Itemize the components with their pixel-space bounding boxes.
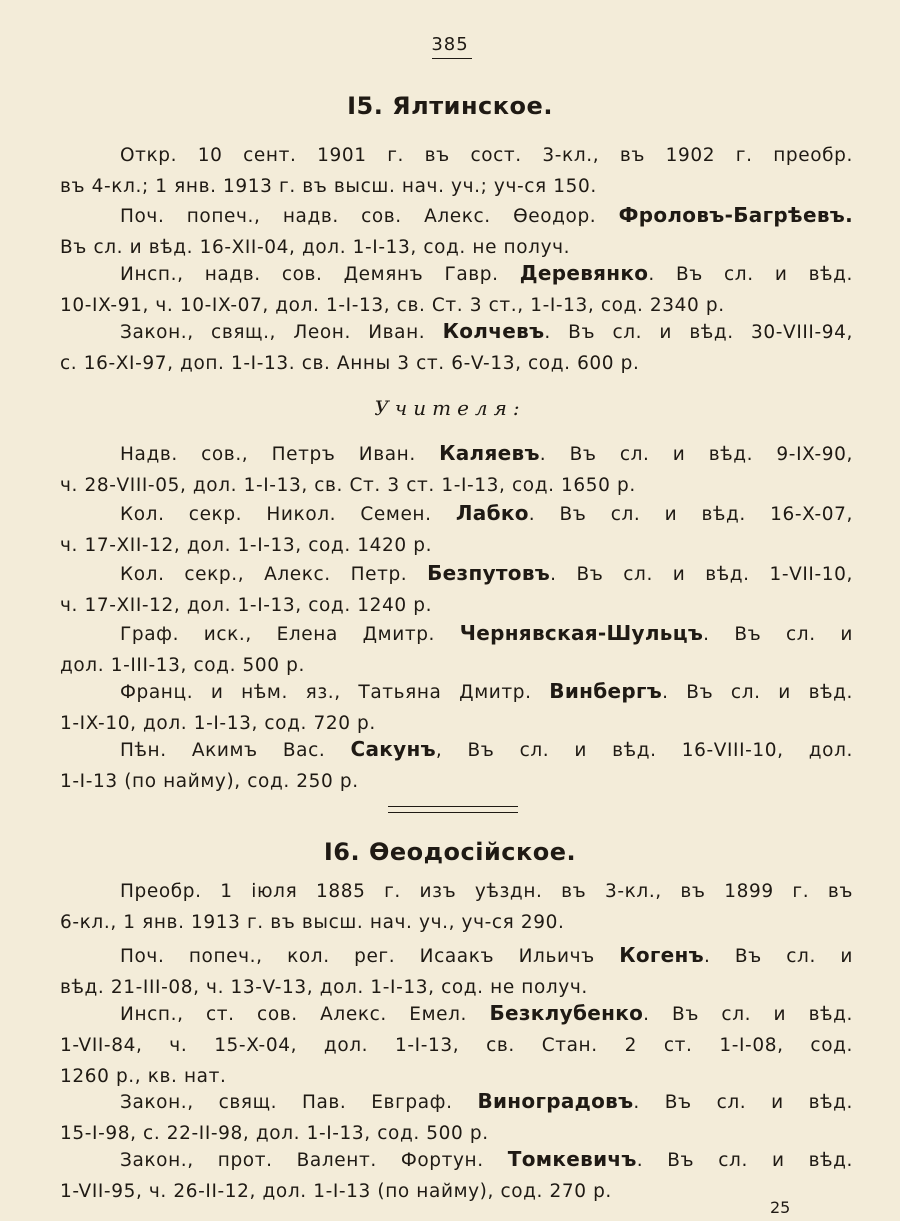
text-line xyxy=(60,530,853,561)
text-line xyxy=(60,348,853,379)
text-line xyxy=(60,876,853,907)
text-fragment: вѣд. 21-III-08, ч. 13-V-13, дол. 1-I-13, сод. не получ. xyxy=(60,977,588,998)
text-fragment: ч. 17-XII-12, дол. 1-I-13, сод. 1420 р. xyxy=(60,535,433,556)
text-line xyxy=(60,438,853,470)
text-fragment: ч. 17-XII-12, дол. 1-I-13, сод. 1240 р. xyxy=(60,595,433,616)
person-surname: Безпутовъ xyxy=(427,561,551,585)
teachers-subheading: Учителя: xyxy=(374,396,526,420)
text-line xyxy=(60,140,853,171)
teacher-entry xyxy=(60,558,853,621)
text-fragment: Граф. иск., Елена Дмитр. xyxy=(120,624,460,645)
text-fragment: 1-VII-84, ч. 15-X-04, дол. 1-I-13, св. Стан. 2 ст. 1-I-08, сод. xyxy=(60,1035,853,1056)
text-line xyxy=(60,590,853,621)
page-number: 385 xyxy=(431,34,469,55)
text-line xyxy=(60,940,853,972)
text-fragment: . Въ сл. и xyxy=(703,624,854,645)
text-line xyxy=(60,676,853,708)
paragraph-opening-16 xyxy=(60,876,853,938)
text-fragment: Надв. сов., Петръ Иван. xyxy=(120,444,440,465)
text-fragment: Закон., свящ. Пав. Евграф. xyxy=(120,1092,478,1113)
text-fragment: Кол. секр. Никол. Семен. xyxy=(120,504,456,525)
text-line xyxy=(60,470,853,501)
text-line xyxy=(60,618,853,650)
paragraph-trustee-16 xyxy=(60,940,853,1003)
person-surname: Сакунъ xyxy=(350,737,436,761)
text-fragment: Закон., прот. Валент. Фортун. xyxy=(120,1150,508,1171)
paragraph-lawteacher-15 xyxy=(60,316,853,379)
text-fragment: . Въ сл. и вѣд. 9-IX-90, xyxy=(539,444,853,465)
text-line xyxy=(60,734,853,766)
text-fragment: Инсп., ст. сов. Алекс. Емел. xyxy=(120,1004,490,1025)
text-fragment: Поч. попеч., кол. рег. Исаакъ Ильичъ xyxy=(120,946,620,967)
person-surname: Каляевъ xyxy=(439,441,540,465)
text-line xyxy=(60,766,853,797)
teacher-entry xyxy=(60,618,853,681)
text-line xyxy=(60,258,853,290)
text-fragment: Закон., свящ., Леон. Иван. xyxy=(120,322,443,343)
text-fragment: Преобр. 1 іюля 1885 г. изъ уѣздн. въ 3-кл., въ 1899 г. въ xyxy=(120,881,853,902)
paragraph-opening-15 xyxy=(60,140,853,202)
text-fragment: дол. 1-III-13, сод. 500 р. xyxy=(60,655,305,676)
text-line xyxy=(60,1144,853,1176)
text-line xyxy=(60,1086,853,1118)
text-fragment: . Въ сл. и вѣд. xyxy=(662,682,853,703)
text-fragment: Пѣн. Акимъ Вас. xyxy=(120,740,351,761)
text-fragment: 1-VII-95, ч. 26-II-12, дол. 1-I-13 (по найму), сод. 270 р. xyxy=(60,1181,612,1202)
text-fragment: с. 16-XI-97, доп. 1-I-13. св. Анны 3 ст. 6-V-13, сод. 600 р. xyxy=(60,353,640,374)
text-fragment: 1260 р., кв. нат. xyxy=(60,1066,227,1087)
paragraph-priest-16 xyxy=(60,1144,853,1207)
text-fragment: . Въ сл. и вѣд. 16-X-07, xyxy=(528,504,854,525)
section-15-title: I5. Ялтинское. xyxy=(347,92,553,120)
text-fragment: 6-кл., 1 янв. 1913 г. въ высш. нач. уч., уч-ся 290. xyxy=(60,912,565,933)
section-divider xyxy=(388,806,518,813)
text-fragment: . Въ сл. и вѣд. xyxy=(633,1092,853,1113)
text-fragment: ч. 28-VIII-05, дол. 1-I-13, св. Ст. 3 ст. 1-I-13, сод. 1650 р. xyxy=(60,475,636,496)
person-surname: Виноградовъ xyxy=(477,1089,634,1113)
paragraph-trustee-15 xyxy=(60,200,853,263)
person-surname: Лабко xyxy=(455,501,529,525)
text-line xyxy=(60,998,853,1030)
person-surname: Винбергъ xyxy=(549,679,663,703)
text-fragment: . Въ сл. и вѣд. 30-VIII-94, xyxy=(544,322,853,343)
text-line xyxy=(60,558,853,590)
person-surname: Когенъ xyxy=(619,943,704,967)
paragraph-inspector-15 xyxy=(60,258,853,321)
teacher-entry xyxy=(60,676,853,739)
text-line xyxy=(60,1176,853,1207)
text-fragment: . Въ сл. и вѣд. xyxy=(643,1004,853,1025)
person-surname: Чернявская-Шульцъ xyxy=(459,621,704,645)
text-fragment: Откр. 10 сент. 1901 г. въ сост. 3-кл., въ 1902 г. преобр. xyxy=(120,145,853,166)
text-fragment: 1-IX-10, дол. 1-I-13, сод. 720 р. xyxy=(60,713,376,734)
person-surname: Безклубенко xyxy=(489,1001,644,1025)
text-fragment: Въ сл. и вѣд. 16-XII-04, дол. 1-I-13, сод. не получ. xyxy=(60,237,571,258)
person-surname: Деревянко xyxy=(519,261,649,285)
text-line xyxy=(60,200,853,232)
text-fragment: Франц. и нѣм. яз., Татьяна Дмитр. xyxy=(120,682,550,703)
paragraph-lawteacher-16 xyxy=(60,1086,853,1149)
person-surname: Томкевичъ xyxy=(507,1147,637,1171)
text-fragment: 1-I-13 (по найму), сод. 250 р. xyxy=(60,771,359,792)
page-number-underline xyxy=(432,58,472,59)
text-fragment: 10-IX-91, ч. 10-IX-07, дол. 1-I-13, св. Ст. 3 ст., 1-I-13, сод. 2340 р. xyxy=(60,295,725,316)
paragraph-inspector-16 xyxy=(60,998,853,1092)
text-fragment: . Въ сл. и xyxy=(703,946,853,967)
text-fragment: Кол. секр., Алекс. Петр. xyxy=(120,564,428,585)
person-surname: Колчевъ xyxy=(442,319,545,343)
text-fragment: въ 4-кл.; 1 янв. 1913 г. въ высш. нач. уч.; уч-ся 150. xyxy=(60,176,597,197)
text-line xyxy=(60,1030,853,1061)
text-fragment: . Въ сл. и вѣд. xyxy=(636,1150,853,1171)
sheet-number: 25 xyxy=(770,1198,791,1217)
teacher-entry xyxy=(60,498,853,561)
text-fragment: Инсп., надв. сов. Демянъ Гавр. xyxy=(120,264,520,285)
text-line xyxy=(60,316,853,348)
text-fragment: . Въ сл. и вѣд. 1-VII-10, xyxy=(550,564,853,585)
text-fragment: . Въ сл. и вѣд. xyxy=(648,264,853,285)
text-line xyxy=(60,498,853,530)
text-fragment: , Въ сл. и вѣд. 16-VIII-10, дол. xyxy=(435,740,853,761)
person-surname: Фроловъ-Багрѣевъ. xyxy=(618,203,853,227)
text-fragment: 15-I-98, с. 22-II-98, дол. 1-I-13, сод. 500 р. xyxy=(60,1123,489,1144)
text-fragment: Поч. попеч., надв. сов. Алекс. Ѳеодор. xyxy=(120,206,619,227)
text-line xyxy=(60,907,853,938)
teacher-entry xyxy=(60,734,853,797)
text-line xyxy=(60,171,853,202)
teacher-entry xyxy=(60,438,853,501)
section-16-title: I6. Ѳеодосійское. xyxy=(323,838,577,866)
